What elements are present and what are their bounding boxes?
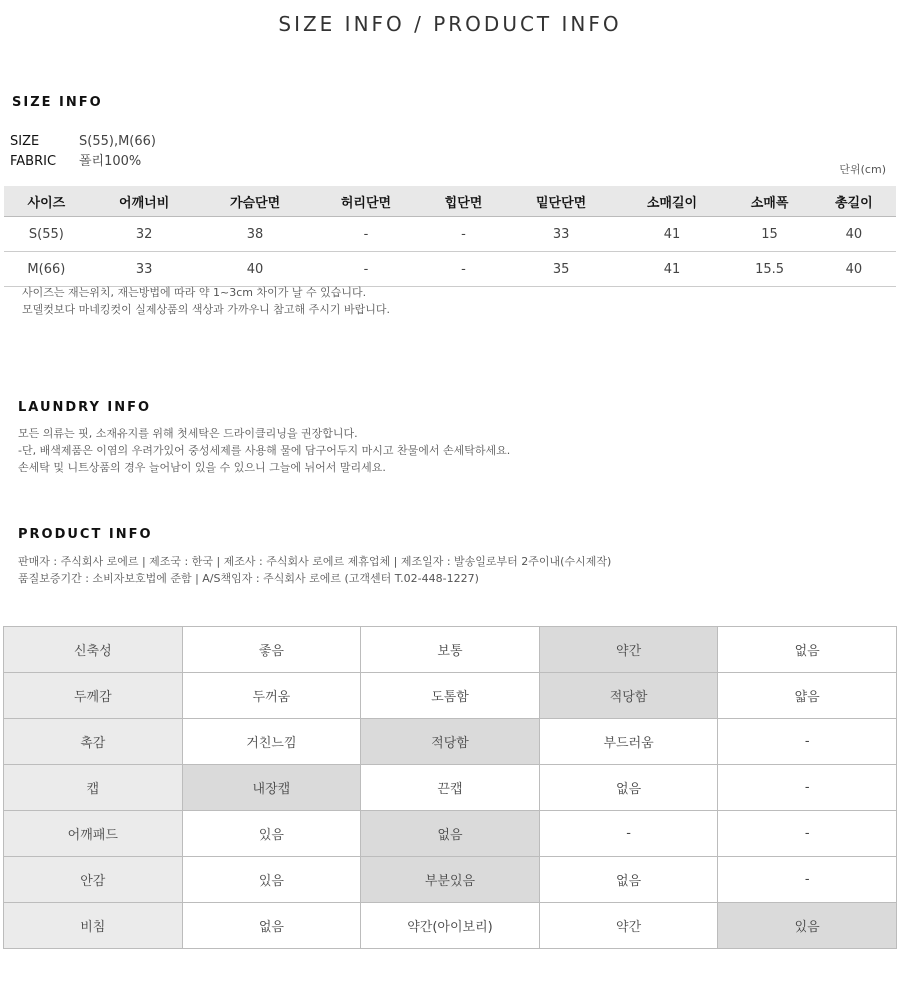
property-option: 없음 [539, 857, 718, 903]
header-cell: 밑단단면 [506, 186, 617, 217]
unit-label: 단위(cm) [839, 163, 886, 176]
size-label: SIZE [10, 134, 40, 149]
property-option-selected: 적당함 [361, 719, 540, 765]
property-option: 없음 [182, 903, 361, 949]
product-info-heading: PRODUCT INFO [18, 527, 153, 542]
header-cell: 어깨너비 [89, 186, 200, 217]
table-cell: - [311, 252, 422, 287]
table-cell: 15 [727, 217, 811, 252]
table-cell: 40 [812, 252, 896, 287]
note-line: 모델컷보다 마네킹컷이 실제상품의 색상과 가까우니 참고해 주시기 바랍니다. [22, 303, 391, 316]
table-cell: 40 [200, 252, 311, 287]
header-cell: 힙단면 [421, 186, 505, 217]
property-option: 얇음 [718, 673, 897, 719]
header-cell: 소매폭 [727, 186, 811, 217]
table-cell: 33 [89, 252, 200, 287]
product-notes [18, 553, 611, 587]
table-cell: 35 [506, 252, 617, 287]
size-value: S(55),M(66) [79, 134, 156, 149]
property-option: 있음 [182, 811, 361, 857]
property-row [4, 765, 897, 811]
size-row [10, 134, 156, 149]
laundry-notes [18, 425, 510, 476]
table-cell: S(55) [4, 217, 89, 252]
property-option-selected: 약간 [539, 627, 718, 673]
property-option: - [718, 811, 897, 857]
property-label: 비침 [4, 903, 183, 949]
property-option: 부드러움 [539, 719, 718, 765]
table-row [4, 217, 896, 252]
header-cell: 허리단면 [311, 186, 422, 217]
property-option-selected: 부분있음 [361, 857, 540, 903]
header-cell: 가슴단면 [200, 186, 311, 217]
property-row [4, 673, 897, 719]
property-row [4, 627, 897, 673]
page-title: SIZE INFO / PRODUCT INFO [278, 12, 622, 36]
laundry-info-heading: LAUNDRY INFO [18, 400, 152, 415]
table-cell: M(66) [4, 252, 89, 287]
laundry-line: 모든 의류는 핏, 소재유지를 위해 첫세탁은 드라이클리닝을 권장합니다. [18, 427, 358, 440]
table-cell: 32 [89, 217, 200, 252]
property-option: 없음 [718, 627, 897, 673]
table-cell: - [311, 217, 422, 252]
product-line: 판매자 : 주식회사 로에르 | 제조국 : 한국 | 제조사 : 주식회사 로에르 제휴업체 | 제조일자 : 발송일로부터 2주이내(수시제작) [18, 555, 612, 568]
properties-table [3, 626, 897, 949]
header-cell: 사이즈 [4, 186, 89, 217]
header-cell: 소매길이 [617, 186, 728, 217]
property-option: 약간 [539, 903, 718, 949]
product-line: 품질보증기간 : 소비자보호법에 준함 | A/S책임자 : 주식회사 로에르 (고객센터 T.02-448-1227) [18, 572, 479, 585]
table-row [4, 252, 896, 287]
size-table [4, 186, 896, 287]
size-info-heading: SIZE INFO [12, 95, 103, 110]
property-option-selected: 적당함 [539, 673, 718, 719]
size-notes [22, 284, 390, 318]
table-cell: 33 [506, 217, 617, 252]
property-option: 두꺼움 [182, 673, 361, 719]
property-label: 캡 [4, 765, 183, 811]
property-option: 있음 [182, 857, 361, 903]
property-row [4, 811, 897, 857]
property-label: 어깨패드 [4, 811, 183, 857]
size-table-header [4, 186, 896, 217]
property-option: 도톰함 [361, 673, 540, 719]
property-option-selected: 내장캡 [182, 765, 361, 811]
fabric-row [10, 150, 141, 169]
table-cell: 15.5 [727, 252, 811, 287]
property-option: - [539, 811, 718, 857]
table-cell: - [421, 217, 505, 252]
property-label: 두께감 [4, 673, 183, 719]
table-cell: 40 [812, 217, 896, 252]
property-option-selected: 없음 [361, 811, 540, 857]
property-option: 끈캡 [361, 765, 540, 811]
property-row [4, 719, 897, 765]
property-option: 보통 [361, 627, 540, 673]
laundry-line: 손세탁 및 니트상품의 경우 늘어남이 있을 수 있으니 그늘에 뉘어서 말리세요. [18, 461, 386, 474]
table-cell: 41 [617, 217, 728, 252]
property-label: 안감 [4, 857, 183, 903]
property-label: 촉감 [4, 719, 183, 765]
property-option: 좋음 [182, 627, 361, 673]
table-cell: - [421, 252, 505, 287]
laundry-line: -단, 배색제품은 이염의 우려가있어 중성세제를 사용해 물에 담구어두지 마시고 찬물에서 손세탁하세요. [18, 444, 511, 457]
table-cell: 41 [617, 252, 728, 287]
fabric-label: FABRIC [10, 154, 57, 169]
property-option: - [718, 765, 897, 811]
property-option: - [718, 719, 897, 765]
note-line: 사이즈는 재는위치, 재는방법에 따라 약 1~3cm 차이가 날 수 있습니다. [22, 286, 367, 299]
property-option: 거친느낌 [182, 719, 361, 765]
property-label: 신축성 [4, 627, 183, 673]
table-cell: 38 [200, 217, 311, 252]
property-option: 약간(아이보리) [361, 903, 540, 949]
property-row [4, 857, 897, 903]
fabric-value: 폴리100% [79, 154, 142, 169]
property-option-selected: 있음 [718, 903, 897, 949]
header-cell: 총길이 [812, 186, 896, 217]
property-row [4, 903, 897, 949]
property-option: 없음 [539, 765, 718, 811]
property-option: - [718, 857, 897, 903]
